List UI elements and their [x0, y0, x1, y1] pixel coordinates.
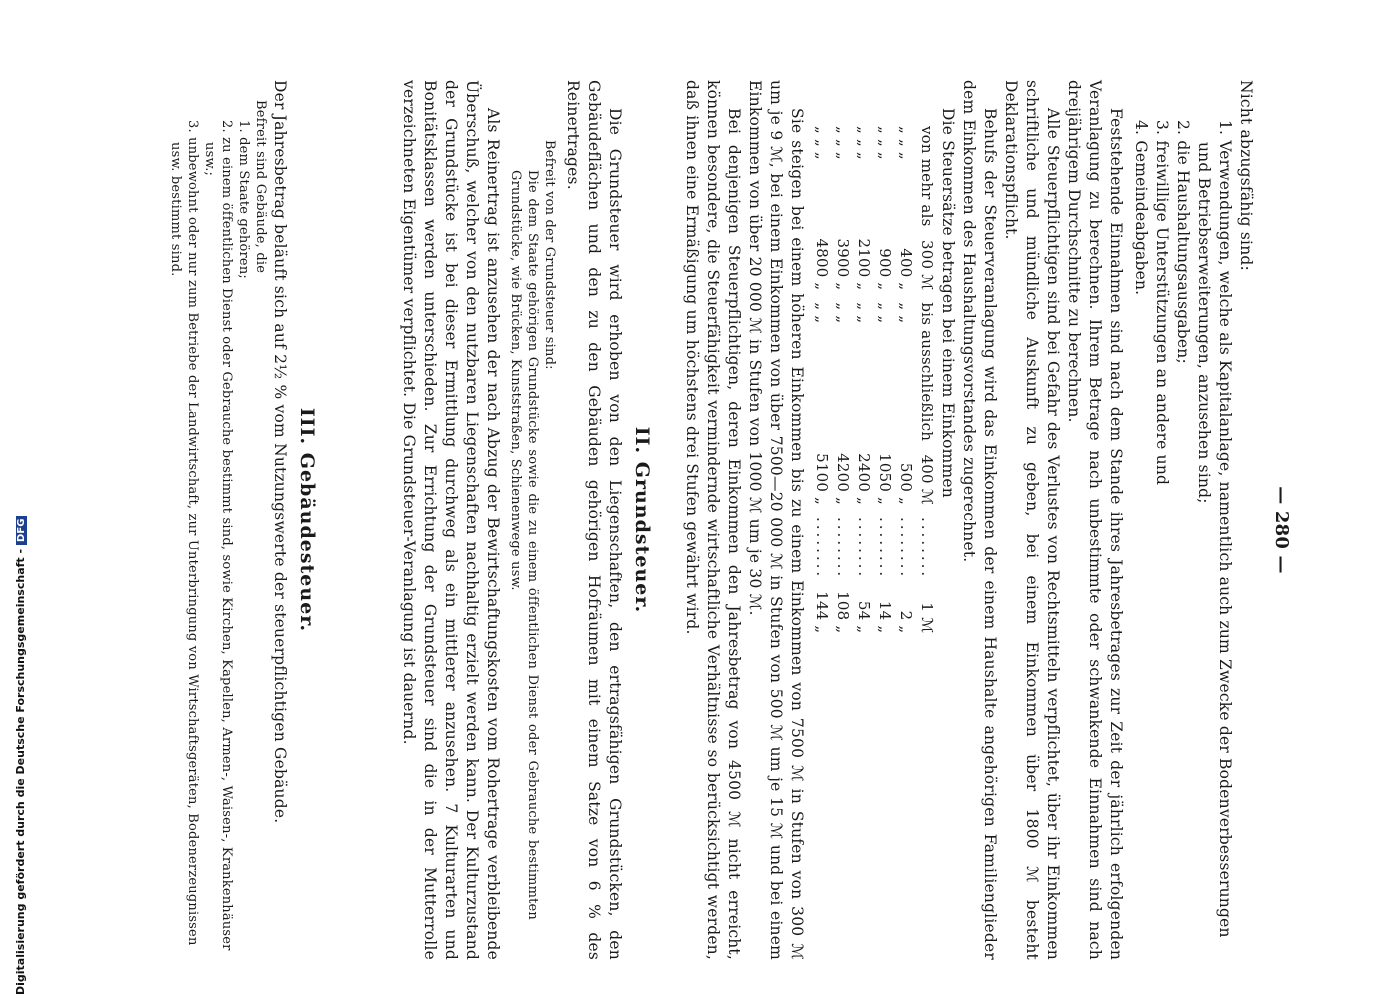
section-income-tax [681, 80, 1256, 960]
table-cell: 2 „ [897, 610, 915, 634]
table-cell: 2100 „ [855, 238, 873, 291]
table-cell: 400 „ [897, 248, 915, 291]
leader-dots: ........ [834, 517, 852, 580]
table-cell: 144 „ [813, 591, 831, 634]
non-deductible-intro: Nicht abzugsfähig sind: [1237, 80, 1255, 271]
paragraph: Bei denjenigen Steuerpflichtigen, deren Einkommen den Jahresbetrag von 4500 ℳ nicht erreicht, können besondere, die Steuerfähigkeit vermindernde wirtschaftliche Verhältnisse so berücksichtigt werden, daß ihnen eine Ermäßigung um höchstens drei Stufen gewährt wird. [683, 80, 743, 960]
document-page [60, 0, 1300, 1000]
table-cell: „ „ „ [876, 126, 894, 160]
table-cell: 14 „ [876, 600, 894, 634]
table-row [811, 120, 832, 639]
paragraph: Die Steuersätze betragen bei einem Einkommen [939, 108, 957, 498]
non-deductible-list [1130, 80, 1235, 960]
table-cell: 108 „ [834, 591, 852, 634]
leader-dots: ........ [918, 517, 936, 580]
table-row [874, 120, 895, 639]
table-cell: 500 „ [897, 462, 915, 506]
table-cell: 5100 „ [813, 453, 831, 506]
table-cell: 1050 „ [876, 453, 894, 506]
list-item: 2. die Haushaltungsausgaben; [1174, 120, 1192, 364]
table-cell: bis ausschließlich [918, 302, 936, 442]
exemption-list [167, 80, 252, 960]
exemption-text: Die dem Staate gehörigen Grundstücke sowie die zu einem öffentlichen Dienst oder Gebrauche bestimmten Grundstücke, wie Brücken, Kunststraßen, Schienenwege usw. [508, 170, 540, 920]
exemption-intro: Befreit von der Grundsteuer sind: [542, 140, 557, 370]
page-number: — 280 — [1271, 486, 1292, 574]
table-cell: „ „ [813, 302, 831, 324]
table-cell: „ „ [834, 302, 852, 324]
table-cell: 54 „ [855, 600, 873, 634]
leader-dots: ........ [813, 517, 831, 580]
paragraph: Behufs der Steuerveranlagung wird das Einkommen der einem Haushalte angehörigen Familienglieder dem Einkommen des Haushaltungsvorstandes zugerechnet. [960, 80, 999, 960]
table-cell: 4200 „ [834, 453, 852, 506]
dfg-logo: DFG [16, 516, 27, 545]
table-row [853, 120, 874, 639]
table-cell: „ „ [855, 302, 873, 324]
table-cell: 300 ℳ [918, 239, 936, 291]
tax-rate-table [811, 120, 937, 639]
leader-dots: ........ [897, 517, 915, 580]
paragraph: Die Grundsteuer wird erhoben von den Liegenschaften, den ertragsfähigen Grundstücken, den Gebäudeflächen und den zu den Gebäuden gehörigen Hofräumen mit einem Satze von 6 % des Reinertrages. [564, 80, 624, 960]
table-row [832, 120, 853, 639]
paragraph: Der Jahresbetrag beläuft sich auf 2½ % vom Nutzungswerte der steuerpflichtigen Gebäude. [271, 80, 289, 824]
list-item: 4. Gemeindeabgaben. [1132, 120, 1150, 296]
table-cell: 4800 „ [813, 238, 831, 291]
exemption-intro: Befreit sind Gebäude, die [253, 100, 268, 274]
table-cell: von mehr als [918, 126, 936, 227]
list-item: 2. zu einem öffentlichen Dienst oder Gebrauche bestimmt sind, sowie Kirchen, Kapellen, Armen-, Waisen-, Krankenhäuser usw.; [202, 120, 234, 951]
leader-dots: ........ [876, 517, 894, 580]
table-cell: „ „ „ [813, 126, 831, 160]
footer-text: Digitalisierung gefördert durch die Deutsche Forschungsgemeinschaft - [14, 548, 27, 995]
digitization-footer [14, 0, 34, 995]
section-heading: II. Grundsteuer. [631, 426, 653, 614]
table-cell: „ „ „ [855, 126, 873, 160]
paragraph: Alle Steuerpflichtigen sind bei Gefahr des Verlustes von Rechtsmitteln verpflichtet, über ihr Einkommen schriftliche und mündliche Auskunft zu geben, bei einem Einkommen über 1800 ℳ besteht Deklarationspflicht. [1002, 80, 1062, 960]
table-cell: 400 ℳ [918, 454, 936, 506]
paragraph: Feststehende Einnahmen sind nach dem Stande ihres Jahresbetrages zur Zeit der jährlich erfolgenden Veranlagung zu berechnen. Ihrem Betrage nach unbestimmte oder schwankende Einnahmen sind nach dreijährigem Durchschnitte zu berechnen. [1065, 80, 1125, 960]
table-cell: „ „ [876, 302, 894, 324]
paragraph: Als Reinertrag ist anzusehen der nach Abzug der Bewirtschaftungskosten vom Rohertrage verbleibende Überschuß, welcher von den nutzbaren Liegenschaften nachhaltig erzielt werden kann. Der Kulturzustand der Grundstücke ist bei dieser Ermittlung durchweg als ein mittlerer anzusehen. 7 Kulturarten und Bonitätsklassen werden unterschieden. Zur Errichtung der Grundsteuer sind die in der Mutterrolle verzeichneten Eigentümer verpflichtet. Die Grundsteuer-Veranlagung ist dauernd. [400, 80, 502, 960]
list-item: 3. freiwillige Unterstützungen an andere und [1153, 120, 1171, 486]
section-land-tax [398, 80, 660, 960]
table-cell: 2400 „ [855, 453, 873, 506]
table-cell: 900 „ [876, 248, 894, 291]
list-item: 1. dem Staate gehören; [236, 120, 251, 279]
leader-dots: ........ [855, 517, 873, 580]
section-building-tax [167, 80, 325, 960]
list-item: 1. Verwendungen, welche als Kapitalanlage, namentlich auch zum Zwecke der Bodenverbesserungen und Betriebserweiterungen, anzusehen sind; [1195, 120, 1234, 938]
table-cell: 1 ℳ [918, 602, 936, 634]
paragraph: Sie steigen bei einem höheren Einkommen bis zu einem Einkommen von 7500 ℳ in Stufen von 300 ℳ um je 9 ℳ, bei einem Einkommen von über 7500—20 000 ℳ in Stufen von 500 ℳ um je 15 ℳ und bei einem Einkommen von über 20 000 ℳ in Stufen von 1000 ℳ um je 30 ℳ. [746, 80, 806, 960]
list-item: 3. unbewohnt oder nur zum Betriebe der Landwirtschaft, zur Unterbringung von Wirtschaftsgeräten, Bodenerzeugnissen usw. bestimmt sind. [168, 120, 200, 946]
table-cell: 3900 „ [834, 238, 852, 291]
table-row [916, 120, 937, 639]
section-heading: III. Gebäudesteuer. [296, 407, 318, 633]
table-row [895, 120, 916, 639]
table-cell: „ „ „ [834, 126, 852, 160]
table-cell: „ „ „ [897, 126, 915, 160]
table-cell: „ „ [897, 302, 915, 324]
